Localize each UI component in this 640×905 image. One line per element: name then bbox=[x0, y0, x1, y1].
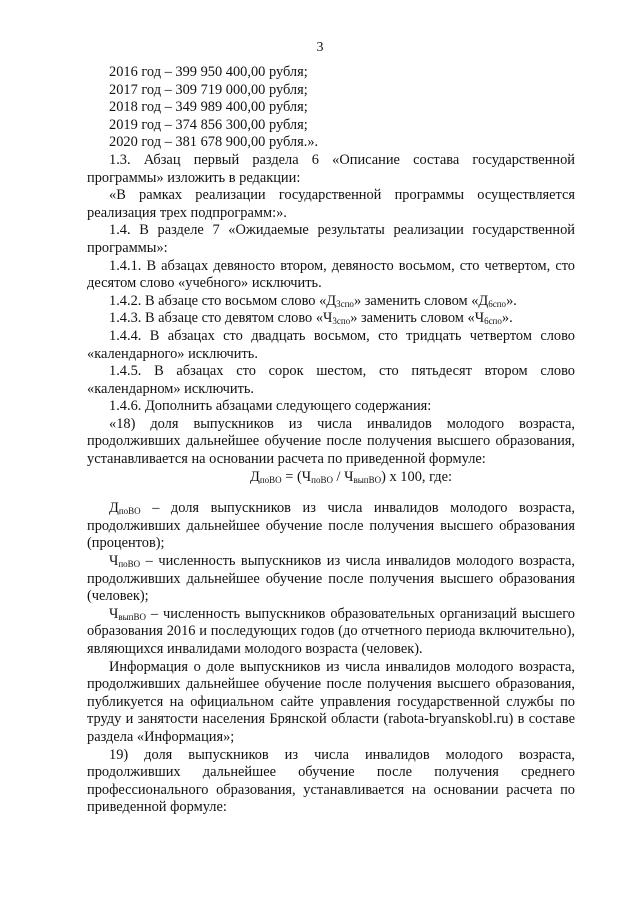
paragraph-information: Информация о доле выпускников из числа инвалидов молодого возраста, продолживших дальнейшее обучение после получения высшего образования, публикуется на официальном сайте управления государственной службы по труду и занятости населения Брянской области (rabota-bryanskobl.ru) в составе раздела «Информация»; bbox=[87, 658, 575, 745]
definition-ch-povo: $Ч_{поВО}$ – численность выпускников из числа инвалидов молодого возраста, продолживших дальнейшее обучение после получения высшего образования (человек); bbox=[87, 553, 575, 605]
paragraph-1-4-4: 1.4.4. В абзацах сто двадцать восьмом, сто тридцать четвертом слово «календарного» исключить. bbox=[87, 327, 575, 362]
paragraph-1-4: 1.4. В разделе 7 «Ожидаемые результаты реализации государственной программы»: bbox=[87, 222, 575, 256]
budget-line-2019: 2019 год – 374 856 300,00 рубля; bbox=[109, 116, 308, 133]
paragraph-1-4-5: 1.4.5. В абзацах сто сорок шестом, сто пятьдесят втором слово «календарном» исключить. bbox=[87, 363, 575, 397]
definition-d-povo: $Д_{поВО}$ – доля выпускников из числа инвалидов молодого возраста, продолживших дальнейшее обучение после получения высшего образования (процентов); bbox=[87, 500, 575, 552]
definition-ch-vypvo: $Ч_{выпВО}$ – численность выпускников образовательных организаций высшего образования 2016 и последующих годов (до отчетного периода включительно), являющихся инвалидами молодого возраста (человек). bbox=[87, 605, 575, 657]
paragraph-1-4-6: 1.4.6. Дополнить абзацами следующего содержания: bbox=[109, 398, 432, 415]
paragraph-1-3: 1.3. Абзац первый раздела 6 «Описание состава государственной программы» изложить в редакции: bbox=[87, 151, 575, 186]
page-number: 3 bbox=[316, 40, 324, 55]
paragraph-1-3-quote: «В рамках реализации государственной программы осуществляется реализация трех подпрограмм:». bbox=[87, 187, 575, 221]
budget-line-2017: 2017 год – 309 719 000,00 рубля; bbox=[109, 81, 308, 98]
paragraph-1-4-2: 1.4.2. В абзаце сто восьмом слово «$Д_{3спо}$» заменить словом «$Д_{6спо}$». bbox=[109, 292, 517, 309]
paragraph-1-4-3: 1.4.3. В абзаце сто девятом слово «$Ч_{3спо}$» заменить словом «$Ч_{6спо}$». bbox=[109, 310, 513, 327]
budget-line-2016: 2016 год – 399 950 400,00 рубля; bbox=[109, 64, 308, 80]
paragraph-18: «18) доля выпускников из числа инвалидов молодого возраста, продолживших дальнейшее обучение после получения высшего образования, устанавливается на основании расчета по приведенной формуле: bbox=[87, 415, 575, 468]
budget-line-2018: 2018 год – 349 989 400,00 рубля; bbox=[109, 99, 308, 116]
budget-line-2020: 2020 год – 381 678 900,00 рубля.». bbox=[109, 134, 319, 151]
formula-higher-ed: $Д_{поВО} = (Ч_{поВО} / Ч_{выпВО})$ х 100, где: bbox=[250, 468, 452, 485]
paragraph-1-4-1: 1.4.1. В абзацах девяносто втором, девяносто восьмом, сто четвертом, сто десятом слово «учебного» исключить. bbox=[87, 257, 575, 292]
paragraph-19: 19) доля выпускников из числа инвалидов молодого возраста, продолживших дальнейшее обучение после получения среднего профессионального образования, устанавливается на основании расчета по приведенной формуле: bbox=[87, 746, 575, 816]
document-body bbox=[87, 64, 575, 817]
